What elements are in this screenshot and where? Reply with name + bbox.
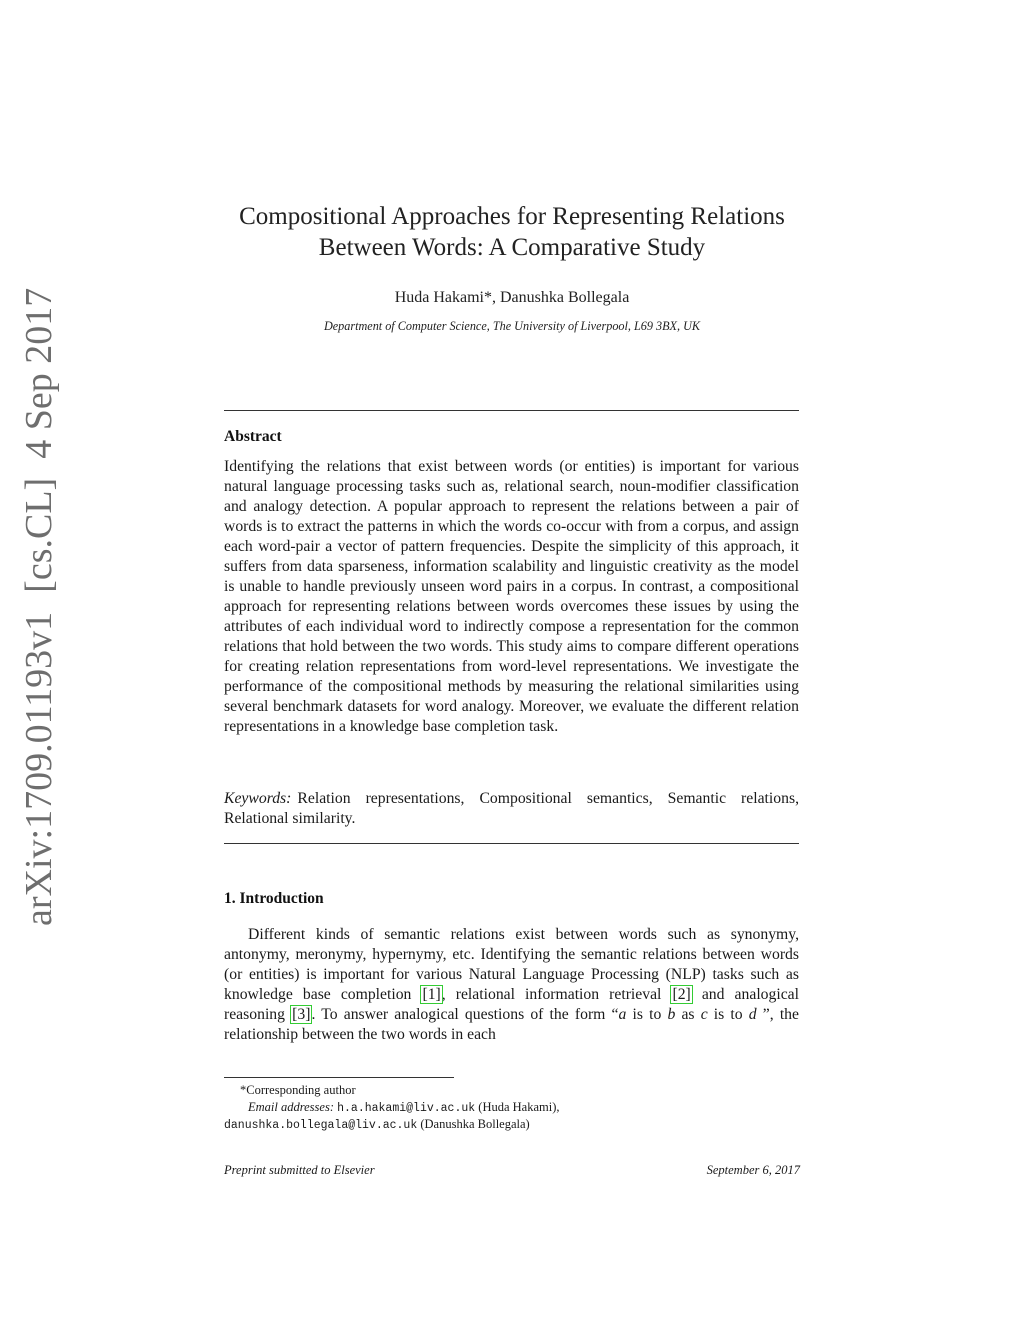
- footer-date: September 6, 2017: [706, 1163, 800, 1177]
- email-line-2: [224, 1116, 804, 1134]
- intro-segment: and analogical reasoning: [224, 986, 800, 1023]
- keywords: [224, 789, 799, 829]
- footer-submission: Preprint submitted to Elsevier: [224, 1163, 375, 1177]
- corresponding-author-note: *Corresponding author: [240, 1083, 356, 1097]
- affiliation: Department of Computer Science, The University of Liverpool, L69 3BX, UK: [323, 319, 701, 333]
- citation-link-2[interactable]: [2]: [672, 986, 691, 1003]
- footnote-rule: [224, 1077, 454, 1078]
- email-line-1: [248, 1099, 828, 1117]
- math-var-a: a: [618, 1006, 627, 1023]
- email-owner-2: (Danushka Bollegala): [420, 1117, 530, 1131]
- paper-title: Compositional Approaches for Representing Relations Between Words: A Comparative Study: [239, 203, 785, 261]
- math-var-d: d: [748, 1006, 757, 1023]
- abstract-text: Identifying the relations that exist between words (or entities) is important for various natural language processing tasks such as, relational search, noun-modifier classification and analogy detection. A popular approach to represent the relations between a pair of words is to extract the patterns in which the words co-occur with from a corpus, and assign each word-pair a vector of pattern frequencies. Despite the simplicity of this approach, it suffers from data sparseness, information scalability and linguistic creativity as the model is unable to handle previously unseen word pairs in a corpus. In contrast, a compositional approach for representing relations between words overcomes these issues by using the attributes of each individual word to indirectly compose a representation for the common relations that hold between the two words. This study aims to compare different operations for creating relation representations from word-level representations. We investigate the performance of the compositional methods by measuring the relational similarities using several benchmark datasets for word analogy. Moreover, we evaluate the different relation representations in a knowledge base completion task.: [224, 458, 799, 735]
- math-var-b: b: [667, 1006, 676, 1023]
- citation-link-1[interactable]: [1]: [422, 986, 441, 1003]
- arxiv-identifier: arXiv:1709.01193v1 [cs.CL] 4 Sep 2017: [18, 287, 60, 926]
- citation-link-3[interactable]: [3]: [292, 1006, 311, 1023]
- intro-segment: . To answer analogical questions of the form “: [311, 1006, 619, 1023]
- email-owner-1: (Huda Hakami),: [478, 1100, 560, 1114]
- introduction-heading: 1. Introduction: [224, 890, 324, 907]
- keywords-label: Keywords:: [224, 790, 292, 807]
- intro-segment: ”, the relationship between the two words in each: [224, 1006, 799, 1043]
- math-var-c: c: [700, 1006, 708, 1023]
- abstract-bottom-rule: [224, 843, 799, 844]
- email-label: Email addresses:: [248, 1100, 334, 1114]
- author-list: Huda Hakami*, Danushka Bollegala: [394, 289, 630, 306]
- introduction-text: [224, 925, 799, 1045]
- intro-segment: is to: [707, 1006, 749, 1023]
- email-link-1[interactable]: h.a.hakami@liv.ac.uk: [337, 1102, 476, 1115]
- intro-segment: , relational information retrieval: [441, 986, 672, 1003]
- abstract-top-rule: [224, 410, 799, 411]
- keywords-text: Relation representations, Compositional semantics, Semantic relations, Relational similarity.: [224, 790, 799, 827]
- intro-segment: Different kinds of semantic relations exist between words such as synonymy, antonymy, meronymy, hypernymy, etc. Identifying the semantic relations between words (or entities) is important for various Natural Language Processing (NLP) tasks such as knowledge base completion: [224, 926, 799, 1003]
- abstract-heading: Abstract: [224, 428, 282, 445]
- intro-segment: as: [675, 1006, 701, 1023]
- intro-segment: is to: [626, 1006, 668, 1023]
- email-link-2[interactable]: danushka.bollegala@liv.ac.uk: [224, 1119, 418, 1132]
